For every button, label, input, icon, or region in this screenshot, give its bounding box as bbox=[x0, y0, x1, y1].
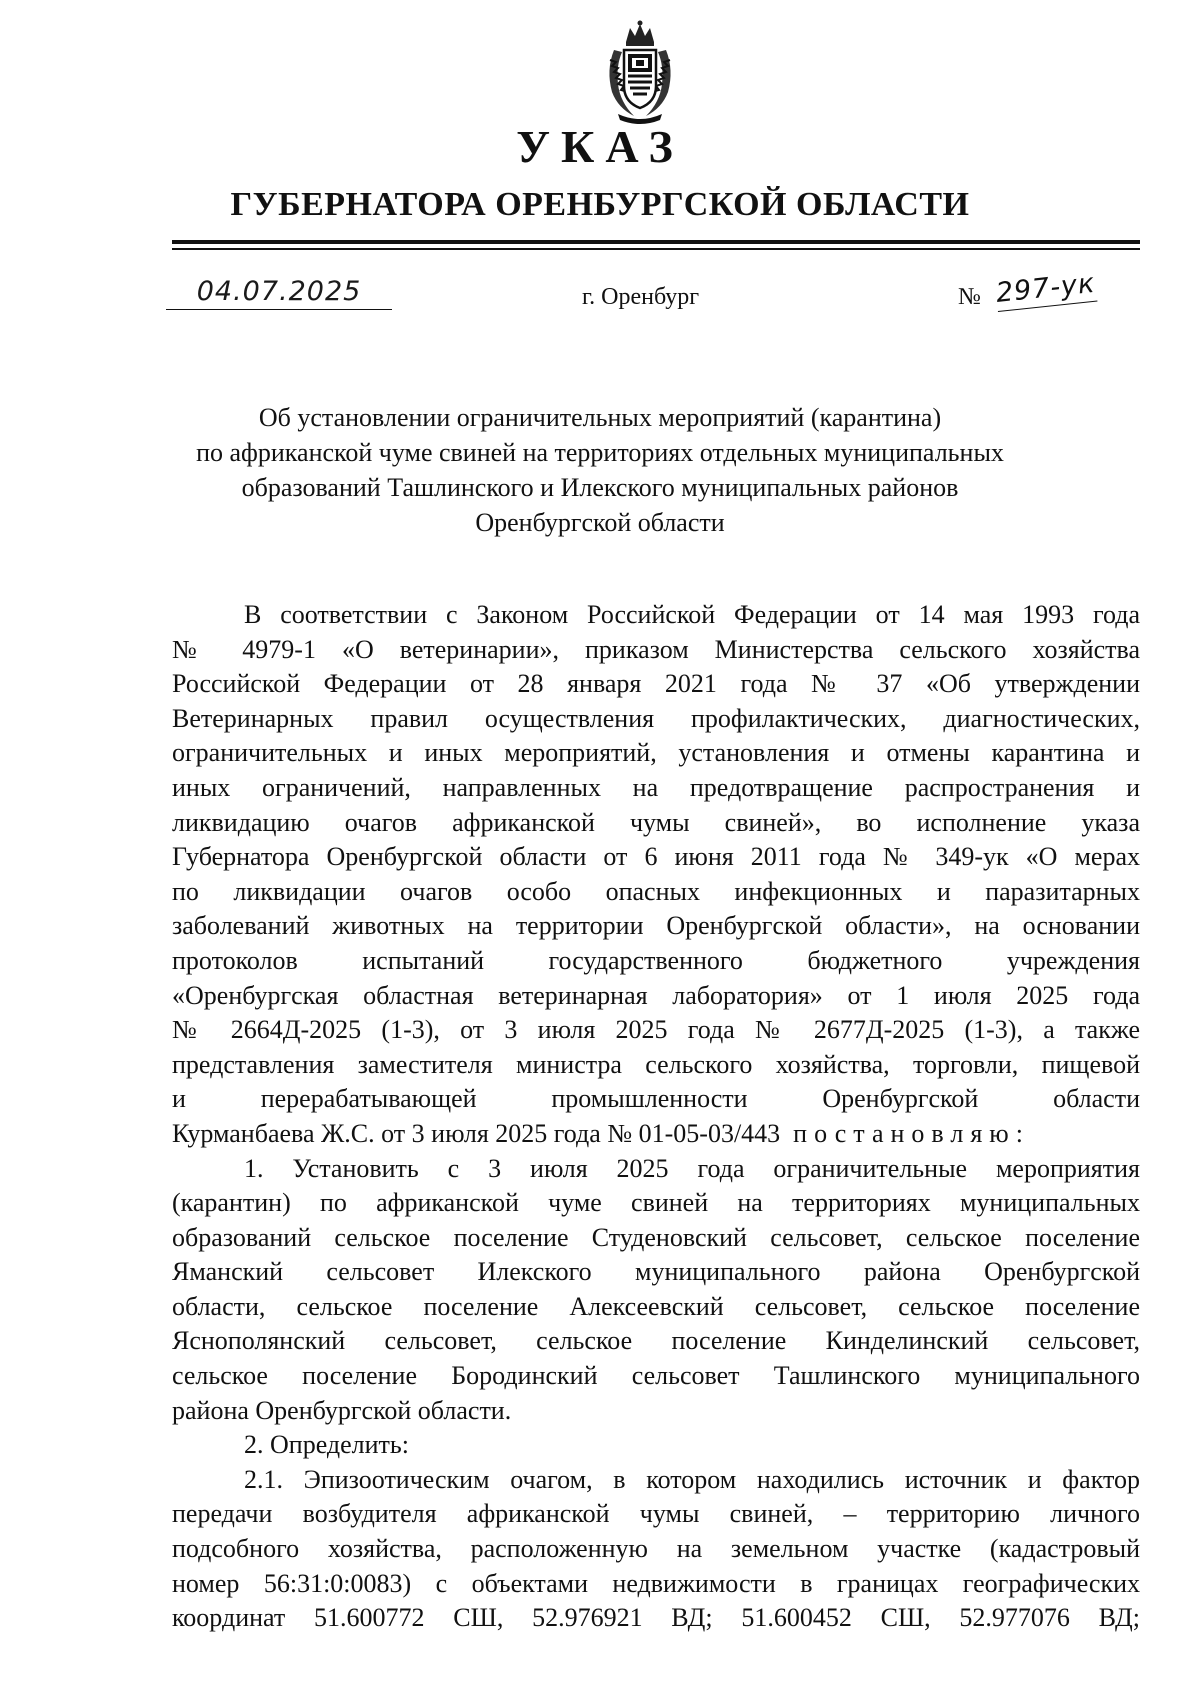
body-line: района Оренбургской области. bbox=[172, 1395, 512, 1425]
body-line: представления заместителя министра сельского хозяйства, торговли, пищевой bbox=[172, 1049, 1140, 1079]
body-line: «Оренбургская областная ветеринарная лаборатория» от 1 июля 2025 года bbox=[172, 980, 1140, 1010]
body-line: Яснополянский сельсовет, сельское поселение Кинделинский сельсовет, bbox=[172, 1326, 1140, 1356]
body-line: подсобного хозяйства, расположенную на земельном участке (кадастровый bbox=[172, 1534, 1140, 1564]
body-line: 1. Установить с 3 июля 2025 года ограничительные мероприятия bbox=[244, 1153, 1140, 1183]
body-line: Губернатора Оренбургской области от 6 июня 2011 года № 349-ук «О мерах bbox=[172, 842, 1140, 872]
title-line: по африканской чуме свиней на территориях отдельных муниципальных bbox=[196, 438, 1004, 467]
body-line: ликвидацию очагов африканской чумы свиней», во исполнение указа bbox=[172, 807, 1140, 837]
body-line: № 2664Д-2025 (1-3), от 3 июля 2025 года № 2677Д-2025 (1-3), а также bbox=[172, 1015, 1140, 1045]
body-line: и перерабатывающей промышленности Оренбургской области bbox=[172, 1084, 1140, 1114]
body-line: передачи возбудителя африканской чумы свиней, – территорию личного bbox=[172, 1499, 1140, 1529]
body-line: заболеваний животных на территории Оренбургской области», на основании bbox=[172, 911, 1140, 941]
body-line: Российской Федерации от 28 января 2021 года № 37 «Об утверждении bbox=[172, 669, 1140, 699]
body-line: иных ограничений, направленных на предотвращение распространения и bbox=[172, 772, 1140, 802]
body-line: 2.1. Эпизоотическим очагом, в котором находились источник и фактор bbox=[244, 1464, 1140, 1494]
body-line: Ветеринарных правил осуществления профилактических, диагностических, bbox=[172, 703, 1140, 733]
document-issuer: ГУБЕРНАТОРА ОРЕНБУРГСКОЙ ОБЛАСТИ bbox=[230, 186, 970, 223]
document-body bbox=[172, 598, 1140, 1636]
document-kind: УКАЗ bbox=[516, 121, 684, 172]
body-line-text: Курманбаева Ж.С. от 3 июля 2025 года № 01-05-03/443 bbox=[172, 1118, 781, 1148]
number-value: 297-ук bbox=[994, 268, 1097, 312]
body-line: номер 56:31:0:0083) с объектами недвижимости в границах географических bbox=[172, 1568, 1140, 1598]
body-line: образований сельское поселение Студеновский сельсовет, сельское поселение bbox=[172, 1222, 1140, 1252]
title-line: образований Ташлинского и Илекского муниципальных районов bbox=[241, 473, 959, 502]
body-line: ограничительных и иных мероприятий, установления и отмены карантина и bbox=[172, 738, 1140, 768]
body-line: Яманский сельсовет Илекского муниципального района Оренбургской bbox=[172, 1257, 1140, 1287]
header-rule-thick bbox=[172, 240, 1140, 244]
document-date: 04.07.2025 bbox=[166, 276, 392, 310]
title-line: Оренбургской области bbox=[475, 508, 725, 537]
body-line-decree bbox=[172, 1117, 1140, 1152]
header-rule-thin bbox=[172, 248, 1140, 250]
decree-word: постановляю: bbox=[793, 1118, 1030, 1148]
body-line: протоколов испытаний государственного бюджетного учреждения bbox=[172, 945, 1140, 975]
document-city: г. Оренбург bbox=[582, 284, 700, 310]
body-line: по ликвидации очагов особо опасных инфекционных и паразитарных bbox=[172, 876, 1140, 906]
document-title bbox=[150, 400, 1050, 540]
number-sign: № bbox=[958, 284, 981, 310]
body-line: № 4979-1 «О ветеринарии», приказом Министерства сельского хозяйства bbox=[172, 634, 1140, 664]
body-line: области, сельское поселение Алексеевский сельсовет, сельское поселение bbox=[172, 1291, 1140, 1321]
body-line: координат 51.600772 СШ, 52.976921 ВД; 51.600452 СШ, 52.977076 ВД; bbox=[172, 1603, 1140, 1633]
body-line: В соответствии с Законом Российской Федерации от 14 мая 1993 года bbox=[244, 600, 1140, 629]
body-line: сельское поселение Бородинский сельсовет Ташлинского муниципального bbox=[172, 1361, 1140, 1391]
body-line: (карантин) по африканской чуме свиней на территориях муниципальных bbox=[172, 1188, 1140, 1218]
oreburg-coat-of-arms-icon bbox=[604, 20, 676, 124]
title-line: Об установлении ограничительных мероприятий (карантина) bbox=[258, 403, 942, 432]
body-line: 2. Определить: bbox=[244, 1430, 409, 1460]
